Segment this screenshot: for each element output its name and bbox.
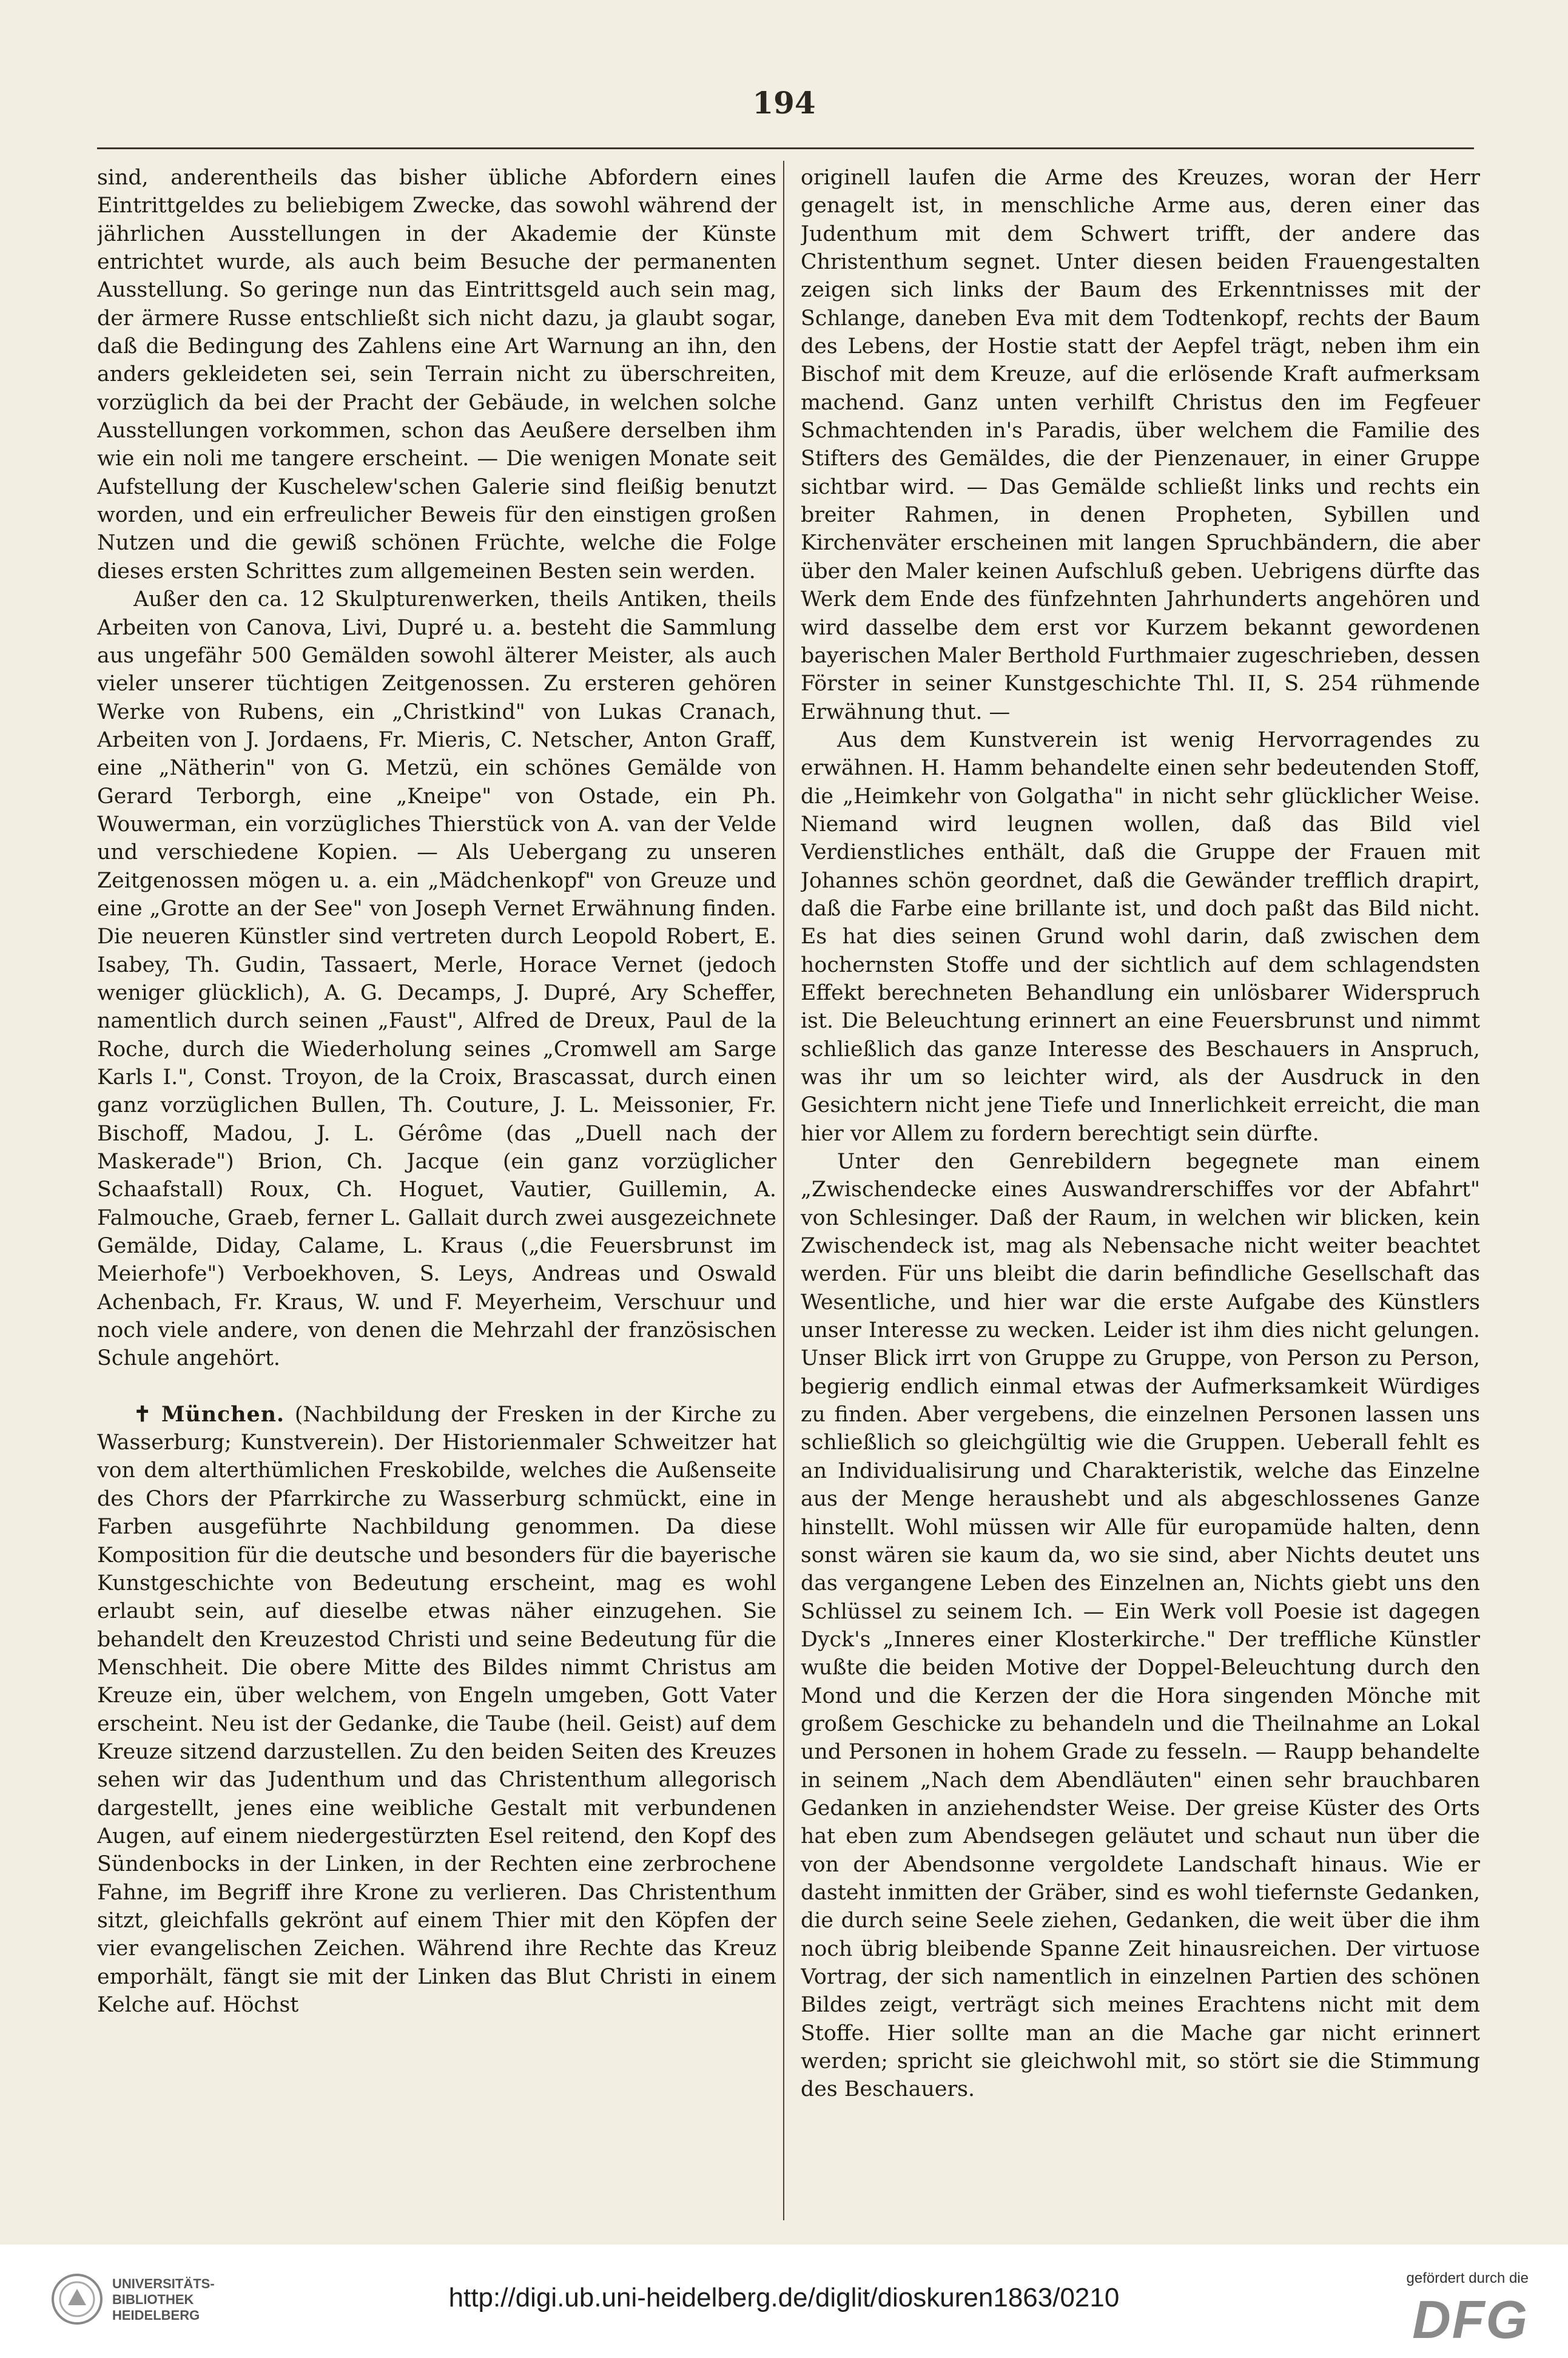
section-heading: München. (161, 1401, 285, 1427)
source-url-link[interactable]: http://digi.ub.uni-heidelberg.de/diglit/dioskuren1863/0210 (448, 2283, 1120, 2313)
institution-line: UNIVERSITÄTS- (112, 2276, 215, 2291)
paragraph: Unter den Genrebildern begegnete man einem „Zwischendecke eines Auswandrerschiffes vor der Abfahrt" von Schlesinger. Daß der Raum, in welchen wir blicken, kein Zwischendeck ist, mag als Nebensache nicht weiter beachtet werden. Für uns bleibt die darin befindliche Gesellschaft das Wesentliche, und hier war die erste Aufgabe des Künstlers unser Interesse zu wecken. Leider ist ihm dies nicht gelungen. Unser Blick irrt von Gruppe zu Gruppe, von Person zu Person, begierig endlich einmal etwas der Aufmerksamkeit Würdiges zu finden. Aber vergebens, die einzelnen Personen lassen uns schließlich so gleichgültig wie die Gruppen. Ueberall fehlt es an Individualisirung und Charakteristik, welche das Einzelne aus der Menge heraushebt und als abgeschlossenes Ganze hinstellt. Wohl müssen wir Alle für europamüde halten, denn sonst wären sie kaum da, wo sie sind, aber Nichts deutet uns das vergangene Leben des Einzelnen an, Nichts giebt uns den Schlüssel zu seinem Ich. — Ein Werk voll Poesie ist dagegen Dyck's „Inneres einer Klosterkirche." Der treffliche Künstler wußte die beiden Motive der Doppel-Beleuchtung durch den Mond und die Kerzen der die Hora singenden Mönche mit großem Geschicke zu behandeln und die Theilnahme an Lokal und Personen in hohem Grade zu fesseln. — Raupp behandelte in seinem „Nach dem Abendläuten" einen sehr brauchbaren Gedanken in anziehendster Weise. Der greise Küster des Orts hat eben zum Abendsegen geläutet und schaut nun über die von der Abendsonne vergoldete Landschaft hinaus. Wie er dasteht inmitten der Gräber, sind es wohl tiefernste Gedanken, die durch seine Seele ziehen, Gedanken, die weit über die ihm noch übrig bleibende Spanne Zeit hinausreichen. Der virtuose Vortrag, der sich namentlich in einzelnen Partien des schönen Bildes zeigt, verträgt sich meines Erachtens nicht mit dem Stoffe. Hier sollte man an die Mache gar nicht erinnert werden; spricht sie gleichwohl mit, so stört sie die Stimmung des Beschauers. (801, 1150, 1480, 2102)
header-rule (97, 147, 1474, 149)
column-divider (783, 161, 784, 2220)
institution-line: HEIDELBERG (112, 2308, 200, 2323)
paragraph: Außer den ca. 12 Skulpturenwerken, theils Antiken, theils Arbeiten von Canova, Livi, Dupré u. a. besteht die Sammlung aus ungefähr 500 Gemälden sowohl älterer Meister, als auch vieler unserer tüchtigen Zeitgenossen. Zu ersteren gehören Werke von Rubens, ein „Christkind" von Lukas Cranach, Arbeiten von J. Jordaens, Fr. Mieris, C. Netscher, Anton Graff, eine „Nätherin" von G. Metzü, ein schönes Gemälde von Gerard Terborgh, eine „Kneipe" von Ostade, ein Ph. Wouwerman, ein vorzügliches Thierstück von A. van der Velde und verschiedene Kopien. — Als Uebergang zu unseren Zeitgenossen mögen u. a. ein „Mädchenkopf" von Greuze und eine „Grotte an der See" von Joseph Vernet Erwähnung finden. Die neueren Künstler sind vertreten durch Leopold Robert, E. Isabey, Th. Gudin, Tassaert, Merle, Horace Vernet (jedoch weniger glücklich), A. G. Decamps, J. Dupré, Ary Scheffer, namentlich durch seinen „Faust", Alfred de Dreux, Paul de la Roche, durch die Wiederholung seines „Cromwell am Sarge Karls I.", Const. Troyon, de la Croix, Brascassat, durch einen ganz vorzüglichen Bullen, Th. Couture, J. L. Meissonier, Fr. Bischoff, Madou, J. L. Gérôme (das „Duell nach der Maskerade") Brion, Ch. Jacque (ein ganz vorzüglicher Schaafstall) Roux, Ch. Hoguet, Vautier, Guillemin, A. Falmouche, Graeb, ferner L. Gallait durch zwei ausgezeichnete Gemälde, Diday, Calame, L. Kraus („die Feuersbrunst im Meierhofe") Verboekhoven, S. Leys, Andreas und Oswald Achenbach, Fr. Kraus, W. und F. Meyerheim, Verschuur und noch viele andere, von denen die Mehrzahl der französischen Schule angehört. (97, 587, 776, 1371)
paragraph: sind, anderentheils das bisher übliche Abfordern eines Eintrittgeldes zu beliebigem Zwecke, das sowohl während der jährlichen Ausstellungen in der Akademie der Künste entrichtet wurde, als auch beim Besuche der permanenten Ausstellung. So geringe nun das Eintrittsgeld auch sein mag, der ärmere Russe entschließt sich nicht dazu, ja glaubt sogar, daß die Bedingung des Zahlens eine Art Warnung an ihn, den anders gekleideten sei, sein Terrain nicht zu überschreiten, vorzüglich da bei der Pracht der Gebäude, in welchen solche Ausstellungen vorkommen, schon das Aeußere derselben ihm wie ein noli me tangere erscheint. — Die wenigen Monate seit Aufstellung der Kuschelew'schen Galerie sind fleißig benutzt worden, und ein erfreulicher Beweis für den einstigen großen Nutzen und die gewiß schönen Früchte, welche die Folge dieses ersten Schrittes zum allgemeinen Besten sein werden. (97, 166, 776, 584)
text-column-right (801, 164, 1480, 2220)
page-number: 194 (752, 85, 816, 121)
funded-by-label: gefördert durch die (1406, 2270, 1529, 2286)
paragraph-spacer (97, 1373, 776, 1401)
paragraph: Aus dem Kunstverein ist wenig Hervorragendes zu erwähnen. H. Hamm behandelte einen sehr bedeutenden Stoff, die „Heimkehr von Golgatha" in nicht sehr glücklicher Weise. Niemand wird leugnen wollen, daß das Bild viel Verdienstliches enthält, daß die Gruppe der Frauen mit Johannes schön geordnet, daß die Gewänder trefflich drapirt, daß die Farbe eine brillante ist, und doch paßt das Bild nicht. Es hat dies seinen Grund wohl darin, daß zwischen dem hochernsten Stoffe und der sichtlich auf dem schlagendsten Effekt berechneten Behandlung ein unlösbarer Widerspruch ist. Die Beleuchtung erinnert an eine Feuersbrunst und nimmt schließlich das ganze Interesse des Beschauers in Anspruch, was ihr um so leichter wird, als der Ausdruck in den Gesichtern nicht jene Tiefe und Innerlichkeit erreicht, die man hier vor Allem zu fordern berechtigt sein dürfte. (801, 727, 1480, 1146)
text-column-left (97, 164, 776, 2220)
dfg-logo: DFG (1412, 2289, 1529, 2350)
cross-ornament: ✝ (133, 1401, 152, 1427)
paragraph: originell laufen die Arme des Kreuzes, woran der Herr genagelt ist, in menschliche Arme aus, deren einer das Judenthum mit dem Schwert trifft, der andere das Christenthum segnet. Unter diesen beiden Frauengestalten zeigen sich links der Baum des Erkenntnisses mit der Schlange, daneben Eva mit dem Todtenkopf, rechts der Baum des Lebens, der Hostie statt der Aepfel trägt, neben ihm ein Bischof mit dem Kreuze, auf die erlösende Kraft aufmerksam machend. Ganz unten verhilft Christus den im Fegfeuer Schmachtenden in's Paradis, über welchem die Familie des Stifters des Gemäldes, die der Pienzenauer, in einer Gruppe sichtbar wird. — Das Gemälde schließt links und rechts ein breiter Rahmen, in denen Propheten, Sybillen und Kirchenväter erscheinen mit langen Spruchbändern, die aber über den Maler keinen Aufschluß geben. Uebrigens dürfte das Werk dem Ende des fünfzehnten Jahrhunderts angehören und wird dasselbe dem erst vor Kurzem bekannt gewordenen bayerischen Maler Berthold Furthmaier zugeschrieben, dessen Förster in seiner Kunstgeschichte Thl. II, S. 254 rühmende Erwähnung thut. — (801, 166, 1480, 724)
paragraph-text: (Nachbildung der Fresken in der Kirche zu Wasserburg; Kunstverein). Der Historienmaler Schweitzer hat von dem alterthümlichen Freskobilde, welches die Außenseite des Chors der Pfarrkirche zu Wasserburg schmückt, eine in Farben ausgeführte Nachbildung genommen. Da diese Komposition für die deutsche und besonders für die bayerische Kunstgeschichte von Bedeutung erscheint, mag es wohl erlaubt sein, auf dieselbe etwas näher einzugehen. Sie behandelt den Kreuzestod Christi und seine Bedeutung für die Menschheit. Die obere Mitte des Bildes nimmt Christus am Kreuze ein, über welchem, von Engeln umgeben, Gott Vater erscheint. Neu ist der Gedanke, die Taube (heil. Geist) auf dem Kreuze sitzend darzustellen. Zu den beiden Seiten des Kreuzes sehen wir das Judenthum und das Christenthum allegorisch dargestellt, jenes eine weibliche Gestalt mit verbundenen Augen, auf einem niedergestürzten Esel reitend, den Kopf des Sündenbocks in der Linken, in der Rechten eine zerbrochene Fahne, im Begriff ihre Krone zu verlieren. Das Christenthum sitzt, gleichfalls gekrönt auf einem Thier mit den Köpfen der vier evangelischen Zeichen. Während ihre Rechte das Kreuz emporhält, fängt sie mit der Linken das Blut Christi in einem Kelche auf. Höchst (97, 1402, 776, 2017)
institution-line: BIBLIOTHEK (112, 2292, 194, 2307)
section-paragraph (97, 1401, 776, 2019)
